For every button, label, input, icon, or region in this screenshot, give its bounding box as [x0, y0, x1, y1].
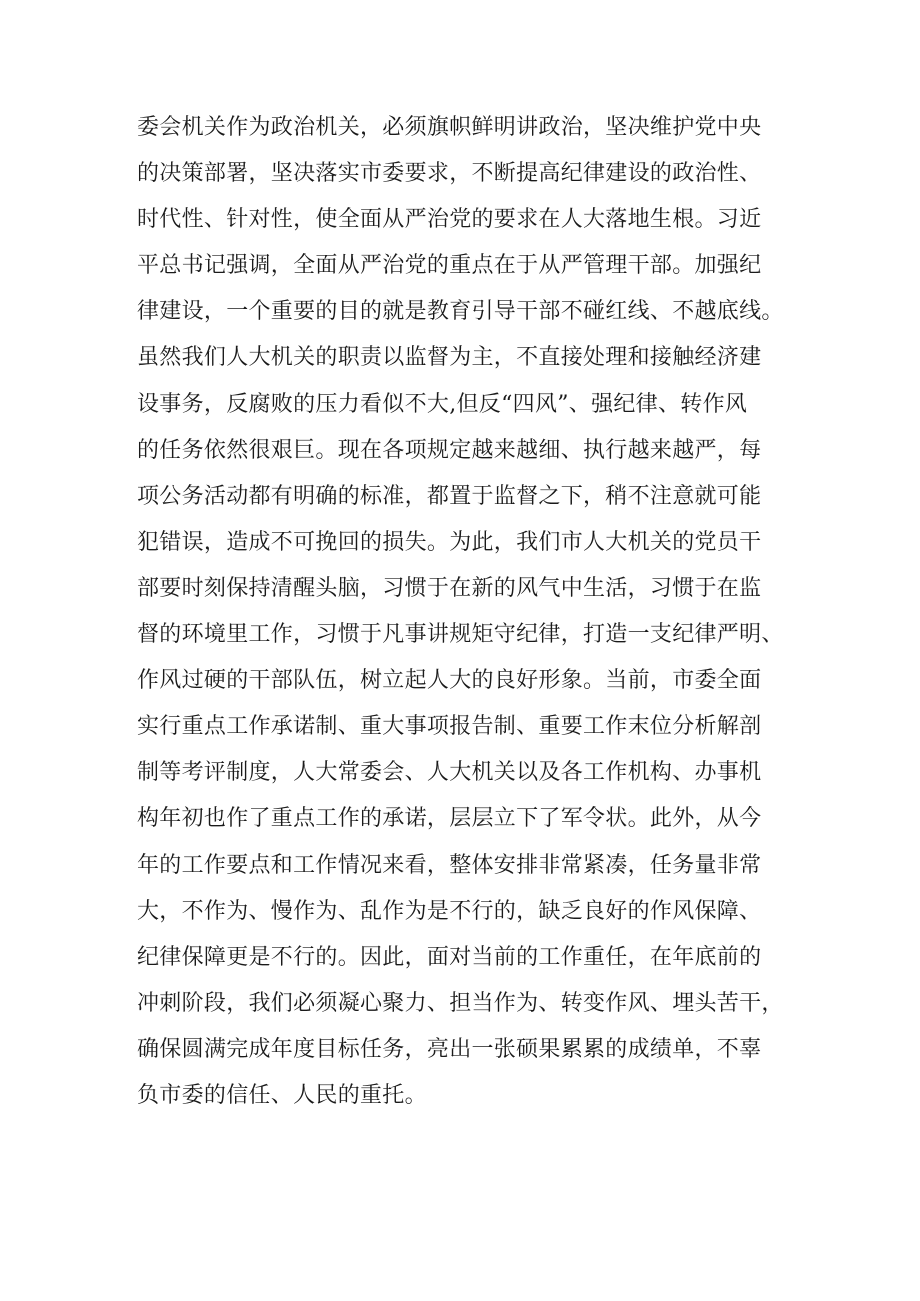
text-line: 虽然我们人大机关的职责以监督为主，不直接处理和接触经济建: [137, 345, 762, 371]
text-line: 时代性、针对性，使全面从严治党的要求在人大落地生根。习近: [137, 207, 762, 233]
text-line: 构年初也作了重点工作的承诺，层层立下了军令状。此外，从今: [137, 806, 762, 832]
text-line: 的决策部署，坚决落实市委要求，不断提高纪律建设的政治性、: [137, 161, 762, 187]
text-line: 律建设，一个重要的目的就是教育引导干部不碰红线、不越底线。: [137, 299, 784, 325]
text-line: 委会机关作为政治机关，必须旗帜鲜明讲政治，坚决维护党中央: [137, 115, 762, 140]
text-line: 设事务，反腐败的压力看似不大,但反“四风”、强纪律、转作风: [137, 391, 748, 417]
text-line: 年的工作要点和工作情况来看，整体安排非常紧凑，任务量非常: [137, 852, 762, 878]
text-line: 实行重点工作承诺制、重大事项报告制、重要工作末位分析解剖: [137, 714, 762, 740]
text-line: 大，不作为、慢作为、乱作为是不行的，缺乏良好的作风保障、: [137, 898, 762, 924]
text-line: 冲刺阶段，我们必须凝心聚力、担当作为、转变作风、埋头苦干，: [137, 990, 784, 1016]
text-line: 作风过硬的干部队伍，树立起人大的良好形象。当前，市委全面: [137, 668, 762, 694]
text-line: 的任务依然很艰巨。现在各项规定越来越细、执行越来越严，每: [137, 437, 762, 463]
text-line: 部要时刻保持清醒头脑，习惯于在新的风气中生活，习惯于在监: [137, 575, 762, 601]
text-line: 项公务活动都有明确的标准，都置于监督之下，稍不注意就可能: [137, 483, 762, 509]
body-paragraph: [137, 105, 817, 1119]
text-line: 负市委的信任、人民的重托。: [137, 1082, 427, 1108]
text-line: 制等考评制度，人大常委会、人大机关以及各工作机构、办事机: [137, 760, 762, 786]
text-line: 犯错误，造成不可挽回的损失。为此，我们市人大机关的党员干: [137, 529, 762, 555]
text-line: 平总书记强调，全面从严治党的重点在于从严管理干部。加强纪: [137, 253, 762, 279]
text-line: 纪律保障更是不行的。因此，面对当前的工作重任，在年底前的: [137, 944, 762, 970]
text-line: 确保圆满完成年度目标任务，亮出一张硕果累累的成绩单，不辜: [137, 1036, 762, 1062]
text-line: 督的环境里工作，习惯于凡事讲规矩守纪律，打造一支纪律严明、: [137, 622, 784, 648]
